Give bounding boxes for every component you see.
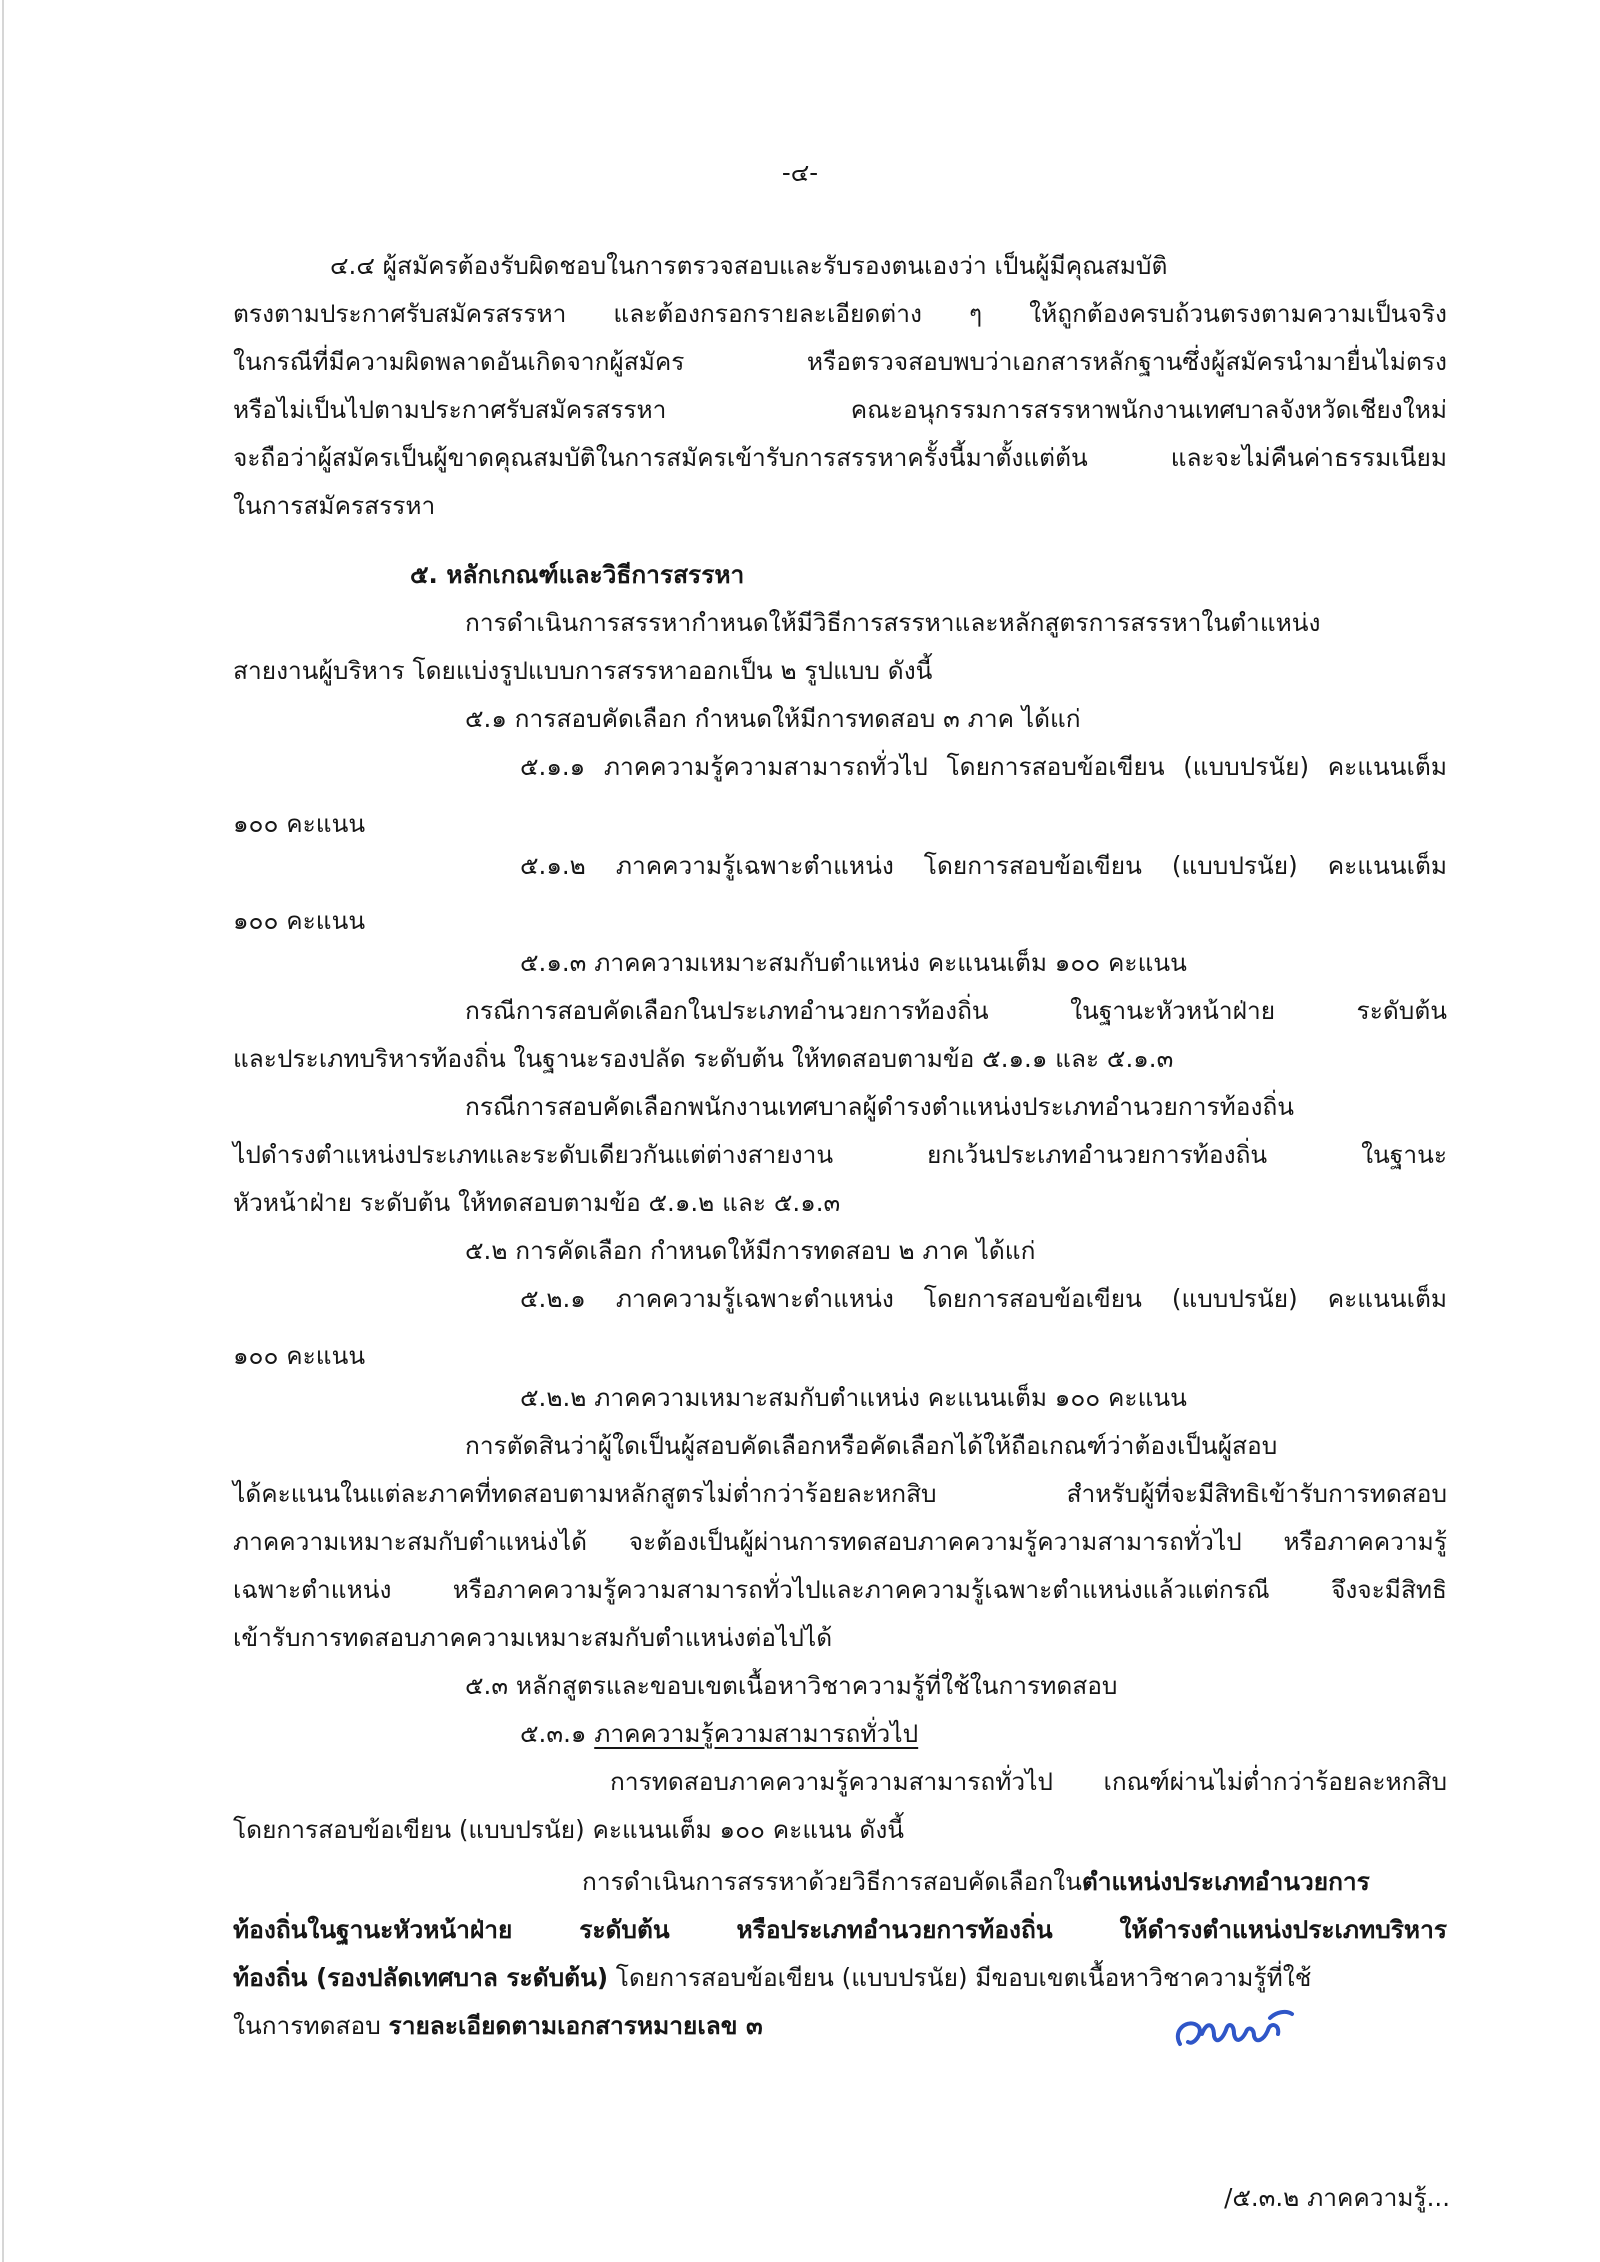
doc-line: ได้คะแนนในแต่ละภาคที่ทดสอบตามหลักสูตรไม่ต่ำกว่าร้อยละหกสิบ สำหรับผู้ที่จะมีสิทธิเข้ารับการทดสอบ <box>233 1479 1447 1508</box>
signature-mark <box>1170 2000 1305 2070</box>
doc-line: โดยการสอบข้อเขียน (แบบปรนัย) คะแนนเต็ม ๑๐๐ คะแนน ดังนี้ <box>233 1815 905 1844</box>
continuation-footer: /๕.๓.๒ ภาคความรู้... <box>1224 2183 1450 2212</box>
doc-line: เฉพาะตำแหน่ง หรือภาคความรู้ความสามารถทั่วไปและภาคความรู้เฉพาะตำแหน่งแล้วแต่กรณี จึงจะมีสิทธิ <box>233 1575 1447 1604</box>
doc-line: และประเภทบริหารท้องถิ่น ในฐานะรองปลัด ระดับต้น ให้ทดสอบตามข้อ ๕.๑.๑ และ ๕.๑.๓ <box>233 1044 1174 1073</box>
doc-line: ตรงตามประกาศรับสมัครสรรหา และต้องกรอกรายละเอียดต่าง ๆ ให้ถูกต้องครบถ้วนตรงตามความเป็นจริง <box>233 299 1447 328</box>
doc-line: ๕.๑.๒ ภาคความรู้เฉพาะตำแหน่ง โดยการสอบข้อเขียน (แบบปรนัย) คะแนนเต็ม <box>520 851 1447 880</box>
doc-line: ๕.๓ หลักสูตรและขอบเขตเนื้อหาวิชาความรู้ที่ใช้ในการทดสอบ <box>465 1671 1118 1700</box>
section-heading: ๕. หลักเกณฑ์และวิธีการสรรหา <box>410 560 745 589</box>
doc-line: ๕.๒.๒ ภาคความเหมาะสมกับตำแหน่ง คะแนนเต็ม ๑๐๐ คะแนน <box>520 1383 1187 1412</box>
doc-line: จะถือว่าผู้สมัครเป็นผู้ขาดคุณสมบัติในการสมัครเข้ารับการสรรหาครั้งนี้มาตั้งแต่ต้น และจะไม่คืนค่าธรรมเนียม <box>233 443 1447 472</box>
doc-line: สายงานผู้บริหาร โดยแบ่งรูปแบบการสรรหาออกเป็น ๒ รูปแบบ ดังนี้ <box>233 656 933 685</box>
doc-line: ๕.๒ การคัดเลือก กำหนดให้มีการทดสอบ ๒ ภาค ได้แก่ <box>465 1236 1036 1265</box>
doc-line: การทดสอบภาคความรู้ความสามารถทั่วไป เกณฑ์ผ่านไม่ต่ำกว่าร้อยละหกสิบ <box>610 1767 1447 1796</box>
doc-line: ไปดำรงตำแหน่งประเภทและระดับเดียวกันแต่ต่างสายงาน ยกเว้นประเภทอำนวยการท้องถิ่น ในฐานะ <box>233 1140 1447 1169</box>
doc-line: กรณีการสอบคัดเลือกพนักงานเทศบาลผู้ดำรงตำแหน่งประเภทอำนวยการท้องถิ่น <box>465 1092 1295 1121</box>
doc-line: เข้ารับการทดสอบภาคความเหมาะสมกับตำแหน่งต่อไปได้ <box>233 1623 833 1652</box>
doc-line: ๑๐๐ คะแนน <box>233 1341 366 1370</box>
doc-line: ๑๐๐ คะแนน <box>233 809 366 838</box>
doc-line: ๕.๒.๑ ภาคความรู้เฉพาะตำแหน่ง โดยการสอบข้อเขียน (แบบปรนัย) คะแนนเต็ม <box>520 1284 1447 1313</box>
doc-line: ภาคความเหมาะสมกับตำแหน่งได้ จะต้องเป็นผู้ผ่านการทดสอบภาคความรู้ความสามารถทั่วไป หรือภาคความรู้ <box>233 1527 1447 1556</box>
doc-line: การตัดสินว่าผู้ใดเป็นผู้สอบคัดเลือกหรือคัดเลือกได้ให้ถือเกณฑ์ว่าต้องเป็นผู้สอบ <box>465 1431 1278 1460</box>
doc-line: ๕.๑.๑ ภาคความรู้ความสามารถทั่วไป โดยการสอบข้อเขียน (แบบปรนัย) คะแนนเต็ม <box>520 752 1447 781</box>
doc-line: หรือไม่เป็นไปตามประกาศรับสมัครสรรหา คณะอนุกรรมการสรรหาพนักงานเทศบาลจังหวัดเชียงใหม่ <box>233 395 1447 424</box>
doc-line: ท้องถิ่นในฐานะหัวหน้าฝ่าย ระดับต้น หรือประเภทอำนวยการท้องถิ่น ให้ดำรงตำแหน่งประเภทบริหาร <box>233 1915 1447 1944</box>
underlined-heading: ภาคความรู้ความสามารถทั่วไป <box>594 1719 919 1748</box>
doc-line: ๑๐๐ คะแนน <box>233 906 366 935</box>
doc-line: ในกรณีที่มีความผิดพลาดอันเกิดจากผู้สมัคร หรือตรวจสอบพบว่าเอกสารหลักฐานซึ่งผู้สมัครนำมายื่นไม่ตรง <box>233 347 1447 376</box>
page-number: -๔- <box>781 158 819 187</box>
doc-line: ๔.๔ ผู้สมัครต้องรับผิดชอบในการตรวจสอบและรับรองตนเองว่า เป็นผู้มีคุณสมบัติ <box>330 251 1168 280</box>
doc-line: การดำเนินการสรรหากำหนดให้มีวิธีการสรรหาและหลักสูตรการสรรหาในตำแหน่ง <box>465 608 1321 637</box>
doc-line: ๕.๑ การสอบคัดเลือก กำหนดให้มีการทดสอบ ๓ ภาค ได้แก่ <box>465 704 1081 733</box>
doc-line: ในการทดสอบ รายละเอียดตามเอกสารหมายเลข ๓ <box>233 2011 763 2040</box>
doc-line: หัวหน้าฝ่าย ระดับต้น ให้ทดสอบตามข้อ ๕.๑.๒ และ ๕.๑.๓ <box>233 1188 841 1217</box>
scan-edge-line <box>2 0 4 2262</box>
doc-line: ท้องถิ่น (รองปลัดเทศบาล ระดับต้น) โดยการสอบข้อเขียน (แบบปรนัย) มีขอบเขตเนื้อหาวิชาความรู้ที่ใช้ <box>233 1963 1312 1992</box>
doc-line: ในการสมัครสรรหา <box>233 491 436 520</box>
doc-line: ๕.๓.๑ ภาคความรู้ความสามารถทั่วไป <box>520 1719 919 1748</box>
doc-line: ๕.๑.๓ ภาคความเหมาะสมกับตำแหน่ง คะแนนเต็ม ๑๐๐ คะแนน <box>520 948 1187 977</box>
doc-line: การดำเนินการสรรหาด้วยวิธีการสอบคัดเลือกในตำแหน่งประเภทอำนวยการ <box>582 1867 1370 1896</box>
doc-line: กรณีการสอบคัดเลือกในประเภทอำนวยการท้องถิ่น ในฐานะหัวหน้าฝ่าย ระดับต้น <box>465 996 1447 1025</box>
